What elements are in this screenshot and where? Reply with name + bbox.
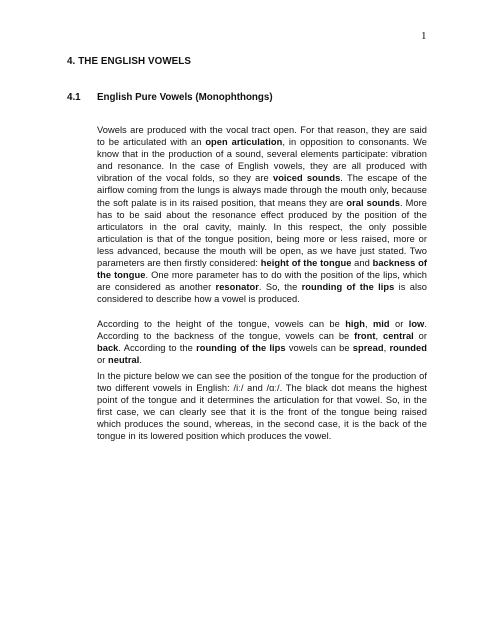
text-run: ,: [365, 319, 373, 329]
paragraph-tongue-picture: In the picture below we can see the position of the tongue for the production of two different vowels in English: /iː/ and /ɑː/. The black dot means the highest point of the tongue and it determines the articulation for that vowel. So, in the first case, we can clearly see that it is the front of the tongue being raised which produces the sound, whereas, in the second case, it is the back of the tongue in its lowered position which produces the vowel.: [97, 371, 427, 442]
text-run: . More has to be said about the resonance effect produced by the position of the articulators in the oral cavity, mainly. In this respect, the only possible articulation is that of the tongue position, being more or less raised, more or less advanced, because the mouth will be open, as we have just stated. Two parameters are then firstly considered:: [97, 197, 427, 269]
text-run: ,: [383, 343, 390, 354]
text-run: and: [351, 258, 373, 269]
term-voiced-sounds: voiced sounds: [272, 173, 341, 184]
term-rounding-of-lips: rounding of the lips: [301, 282, 395, 293]
text-run: . According to the backness of the tongue, vowels can be: [97, 319, 427, 342]
text-run: ,: [375, 331, 383, 342]
term-back: back: [97, 343, 119, 354]
text-run: . One more parameter has to do with the position of the lips, which are considered as another: [97, 270, 428, 293]
text-run: . According to the: [118, 343, 197, 354]
text-run: or: [389, 319, 409, 329]
term-neutral: neutral: [108, 355, 140, 366]
text-run: or: [413, 331, 427, 342]
text-run: vowels can be: [285, 343, 353, 354]
text-run: . The escape of the airflow coming from the lungs is always made through the mouth only, because the soft palate is in its raised position, that means they are: [97, 173, 427, 208]
page-number: 1: [421, 30, 427, 42]
paragraph-classification: [97, 318, 427, 366]
text-run: Vowels are produced with the vocal tract open. For that reason, they are said to be articulated with an: [97, 125, 427, 148]
term-central: central: [382, 331, 414, 342]
term-high: high: [345, 319, 366, 329]
paragraph-articulation: [97, 124, 427, 305]
term-rounded: rounded: [389, 343, 427, 354]
subsection-number: 4.1: [67, 92, 81, 103]
term-front: front: [354, 331, 376, 342]
text-run: . So, the: [258, 282, 302, 293]
term-open-articulation: open articulation: [205, 137, 283, 148]
term-resonator: resonator: [215, 282, 259, 293]
subsection-heading: [67, 92, 273, 103]
term-height-of-tongue: height of the tongue: [260, 258, 352, 269]
section-heading: 4. THE ENGLISH VOWELS: [67, 56, 192, 67]
subsection-title: English Pure Vowels (Monophthongs): [97, 92, 273, 103]
term-backness-of-tongue: backness of the tongue: [97, 258, 427, 281]
term-rounding-of-lips: rounding of the lips: [196, 343, 286, 354]
term-low: low: [408, 319, 425, 329]
text-run: or: [97, 355, 108, 366]
term-spread: spread: [352, 343, 384, 354]
text-run: .: [139, 355, 142, 366]
term-oral-sounds: oral sounds: [346, 197, 400, 208]
text-run: is also considered to describe how a vowel is produced.: [97, 282, 427, 305]
term-mid: mid: [372, 319, 390, 329]
text-run: , in opposition to consonants. We know that in the production of a sound, several elements participate: vibration and resonance. In the case of English vowels, they are all produced with vibration of the vocal folds, so they are: [97, 137, 428, 184]
text-run: According to the height of the tongue, vowels can be: [97, 319, 346, 329]
